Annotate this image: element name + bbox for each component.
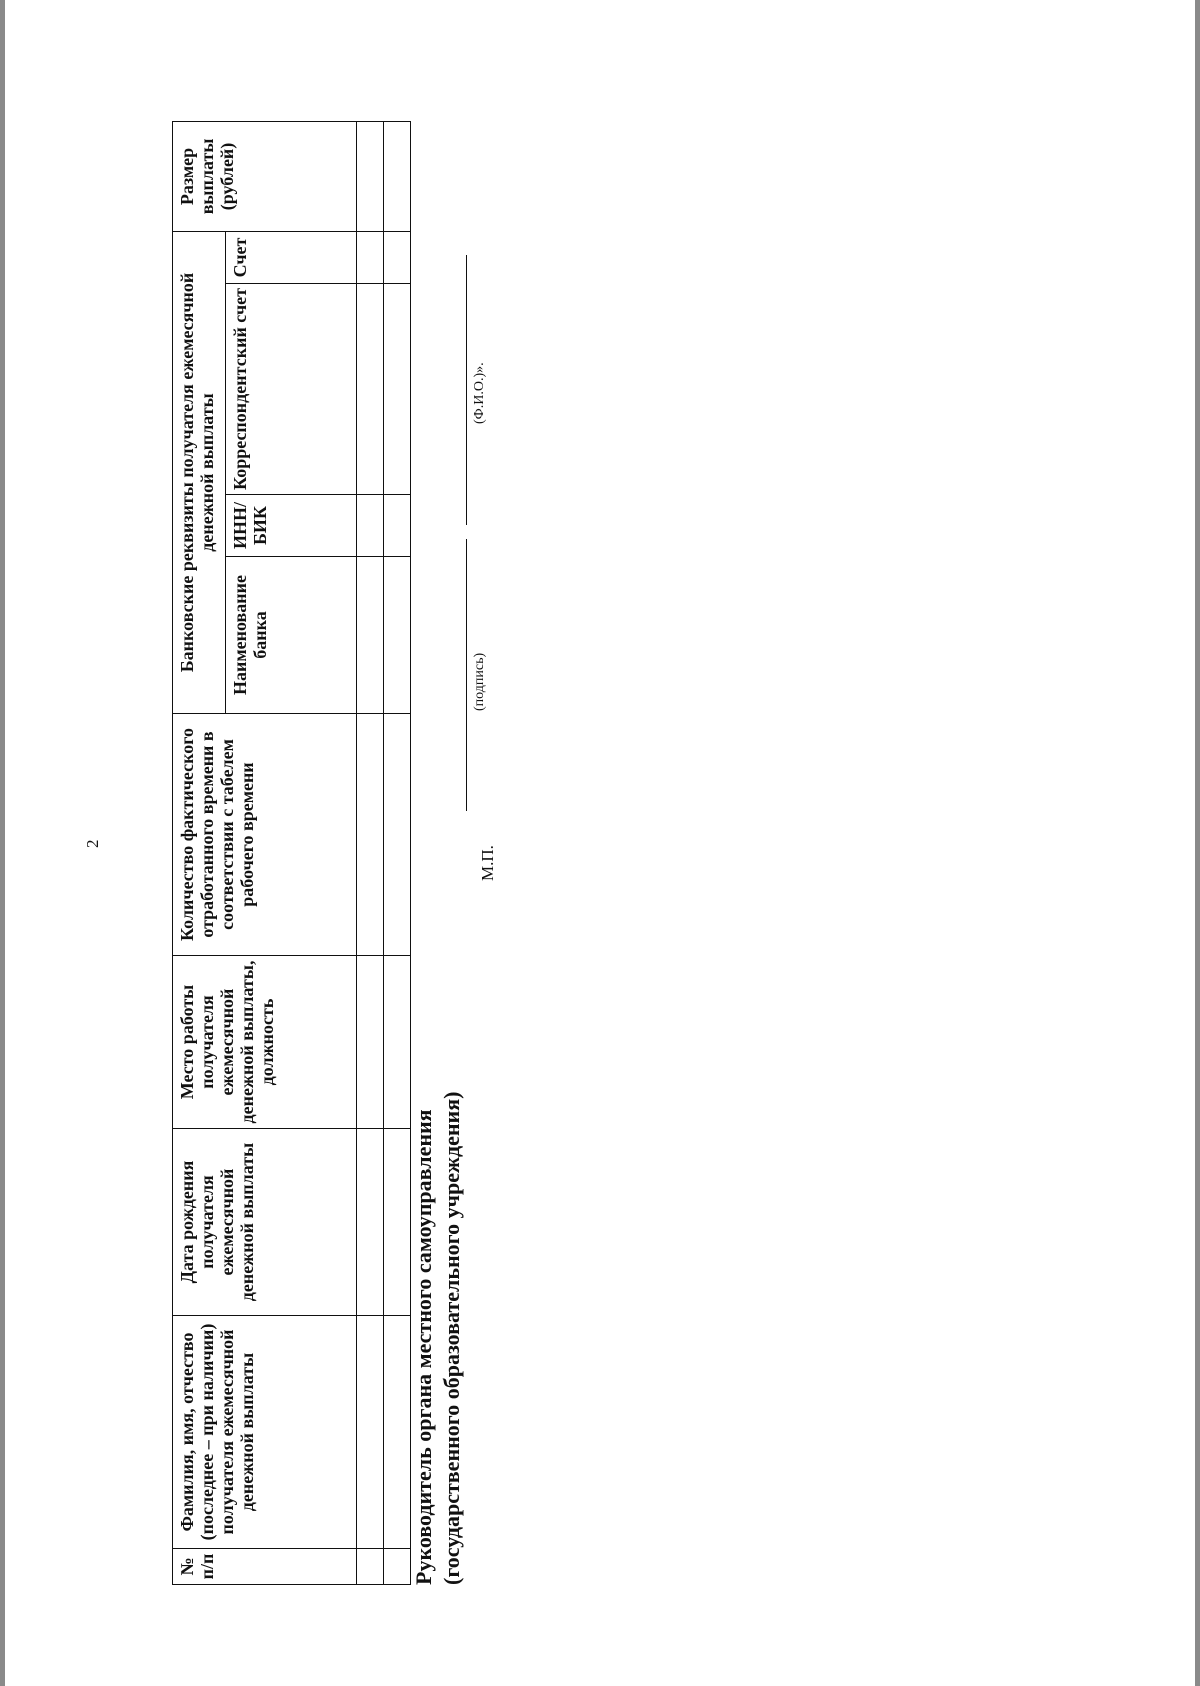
table-cell	[357, 714, 384, 956]
name-line	[466, 255, 467, 525]
col-header-workplace: Место работы получателя ежемесячной денежной выплаты, должность	[173, 956, 357, 1129]
col-header-worked-time: Количество фактического отработанного времени в соответствии с табелем рабочего времени	[173, 714, 357, 956]
official-title	[410, 1092, 466, 1585]
table-cell	[384, 714, 411, 956]
official-title-line-1: Руководитель органа местного самоуправления	[411, 1109, 436, 1585]
table-cell	[357, 231, 384, 283]
table-cell	[357, 1129, 384, 1316]
table-cell	[384, 121, 411, 231]
table-cell	[384, 956, 411, 1129]
table-cell	[384, 1549, 411, 1585]
signature-line	[466, 539, 467, 811]
official-title-line-2: (государственного образовательного учреждения)	[439, 1091, 464, 1585]
col-header-number: № п/п	[173, 1549, 357, 1585]
table-cell	[384, 1316, 411, 1549]
col-header-account: Счет	[226, 231, 357, 283]
table-cell	[357, 284, 384, 495]
col-header-inn-bik: ИНН/ БИК	[226, 495, 357, 557]
table-cell	[384, 284, 411, 495]
signature-caption: (подпись)	[472, 652, 487, 711]
col-header-corr-account: Корреспондентский счет	[226, 284, 357, 495]
table-cell	[384, 495, 411, 557]
table-cell	[357, 121, 384, 231]
table-cell	[357, 956, 384, 1129]
table-cell	[357, 1549, 384, 1585]
col-header-bank-details: Банковские реквизиты получателя ежемесячной денежной выплаты	[173, 231, 226, 713]
table-row	[357, 121, 384, 1584]
payment-table	[172, 121, 411, 1585]
table-cell	[357, 557, 384, 714]
stamp-label: М.П.	[478, 845, 497, 881]
table-row	[384, 121, 411, 1584]
col-header-bank-name: Наименование банка	[226, 557, 357, 714]
table-cell	[357, 1316, 384, 1549]
col-header-birthdate: Дата рождения получателя ежемесячной денежной выплаты	[173, 1129, 357, 1316]
col-header-fullname: Фамилия, имя, отчество (последнее – при наличии) получателя ежемесячной денежной выплаты	[173, 1316, 357, 1549]
table-cell	[384, 557, 411, 714]
table-cell	[384, 1129, 411, 1316]
col-header-amount: Размер выплаты (рублей)	[173, 121, 357, 231]
name-caption: (Ф.И.О.)».	[472, 362, 487, 424]
page-number: 2	[83, 839, 102, 848]
table-cell	[384, 231, 411, 283]
table-cell	[357, 495, 384, 557]
